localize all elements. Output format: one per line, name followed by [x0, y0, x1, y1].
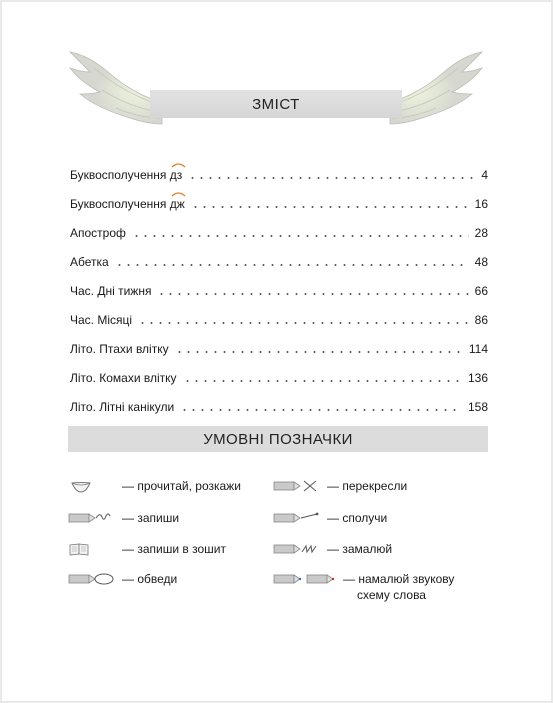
- digraph-mark: [170, 197, 185, 211]
- dot-leader: [183, 380, 462, 382]
- toc-entry-text: Буквосполучення: [70, 168, 170, 182]
- digraph-mark: [170, 168, 183, 182]
- legend-item: [68, 571, 177, 587]
- mouth-icon: [68, 478, 122, 494]
- dot-leader: [180, 409, 462, 411]
- legend-item: [68, 541, 226, 557]
- contents-header: [64, 46, 488, 130]
- legend-text: — прочитай, розкажи: [122, 479, 241, 493]
- pencil-shade-icon: [273, 541, 327, 557]
- dot-leader: [188, 177, 475, 179]
- dot-leader: [138, 322, 469, 324]
- toc-page-number: 158: [467, 400, 488, 414]
- legend-item: [273, 541, 392, 557]
- legend-title: УМОВНІ ПОЗНАЧКИ: [68, 426, 488, 452]
- toc-row[interactable]: [70, 327, 488, 356]
- toc-entry-title: Час. Дні тижня: [70, 284, 152, 298]
- toc-page-number: 114: [468, 342, 488, 356]
- pencils-scheme-icon: [273, 571, 343, 587]
- digraph-arc-icon: [171, 162, 186, 168]
- toc-page-number: 86: [474, 313, 488, 327]
- legend-text: — перекресли: [327, 479, 408, 493]
- legend-item: [68, 478, 241, 494]
- toc-page-number: 48: [474, 255, 488, 269]
- toc-entry-title: [70, 168, 182, 182]
- legend-list: [68, 476, 488, 616]
- toc-row[interactable]: [70, 298, 488, 327]
- legend-text: — запиши: [122, 511, 180, 525]
- dot-leader: [157, 293, 468, 295]
- legend-text-block: [343, 571, 454, 603]
- pencil-circle-icon: [68, 571, 122, 587]
- dot-leader: [115, 264, 469, 266]
- pencil-write-icon: [68, 510, 122, 526]
- digraph-arc-icon: [171, 191, 186, 197]
- dot-leader: [132, 235, 469, 237]
- toc-page-number: 16: [474, 197, 488, 211]
- contents-title: ЗМІСТ: [150, 90, 402, 118]
- toc-row[interactable]: [70, 356, 488, 385]
- toc-row[interactable]: [70, 385, 488, 414]
- toc-entry-title: [70, 197, 185, 211]
- toc-entry-title: Літо. Комахи влітку: [70, 371, 177, 385]
- legend-text: — намалюй звукову: [343, 572, 455, 586]
- toc-page-number: 136: [467, 371, 488, 385]
- legend-text: — сполучи: [327, 511, 388, 525]
- notebook-icon: [68, 541, 122, 557]
- legend-item: [68, 510, 179, 526]
- legend-text: схему слова: [357, 588, 426, 602]
- toc-entry-title: Літо. Літні канікули: [70, 400, 175, 414]
- toc-row[interactable]: [70, 240, 488, 269]
- legend-text: — замалюй: [327, 542, 393, 556]
- dot-leader: [191, 206, 469, 208]
- toc-entry-title: Абетка: [70, 255, 109, 269]
- toc-page-number: 28: [474, 226, 488, 240]
- legend-item: [273, 510, 387, 526]
- legend-text: — обведи: [122, 572, 178, 586]
- table-of-contents: [70, 153, 488, 414]
- digraph-text: дз: [169, 168, 183, 182]
- toc-page-number: 66: [474, 284, 488, 298]
- right-wing-icon: [388, 46, 488, 130]
- pencil-connect-icon: [273, 510, 327, 526]
- legend-item: [273, 571, 454, 603]
- legend-text: — запиши в зошит: [122, 542, 226, 556]
- toc-row[interactable]: [70, 153, 488, 182]
- toc-page-number: 4: [481, 168, 488, 182]
- dot-leader: [175, 351, 463, 353]
- digraph-text: дж: [169, 197, 185, 211]
- toc-row[interactable]: [70, 269, 488, 298]
- toc-entry-text: Буквосполучення: [70, 197, 170, 211]
- toc-row[interactable]: [70, 182, 488, 211]
- legend-item: [273, 478, 407, 494]
- left-wing-icon: [64, 46, 164, 130]
- toc-entry-title: Час. Місяці: [70, 313, 133, 327]
- toc-entry-title: Апостроф: [70, 226, 126, 240]
- toc-entry-title: Літо. Птахи влітку: [70, 342, 169, 356]
- pencil-cross-icon: [273, 478, 327, 494]
- toc-row[interactable]: [70, 211, 488, 240]
- book-page: [2, 2, 551, 701]
